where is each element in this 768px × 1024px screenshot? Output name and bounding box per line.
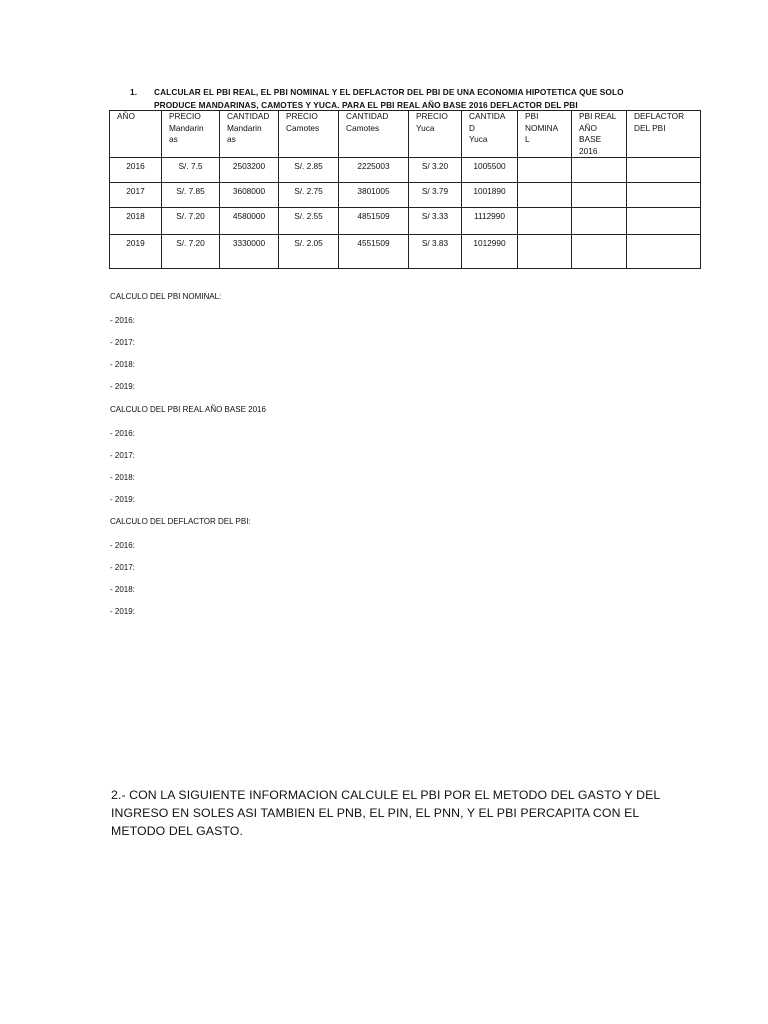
section-year-item: - 2018:: [110, 360, 135, 369]
section-title: CALCULO DEL PBI NOMINAL:: [110, 292, 222, 301]
header-cell-line: PBI REAL: [579, 111, 617, 121]
table-cell: 4551509: [339, 235, 409, 269]
table-cell: S/ 3.83: [409, 235, 462, 269]
section-year-item: - 2016:: [110, 429, 135, 438]
section-year-item: - 2016:: [110, 316, 135, 325]
header-cell-line: CANTIDA: [469, 111, 506, 121]
table-cell: 3608000: [220, 183, 279, 208]
header-cell-line: Yuca: [469, 134, 488, 144]
table-cell: [627, 208, 701, 235]
header-cell-line: CANTIDAD: [227, 111, 270, 121]
table-cell: S/. 2.55: [279, 208, 339, 235]
table-header-cell: [220, 111, 279, 158]
table-cell: S/ 3.33: [409, 208, 462, 235]
section-year-item: - 2018:: [110, 585, 135, 594]
header-cell-line: Mandarin: [169, 122, 204, 133]
table-cell: [572, 235, 627, 269]
table-header-cell: [572, 111, 627, 158]
table-cell: S/. 2.05: [279, 235, 339, 269]
table-header-cell: [462, 111, 518, 158]
table-cell: [518, 208, 572, 235]
table-cell: S/ 3.20: [409, 158, 462, 183]
table-cell: S/. 2.75: [279, 183, 339, 208]
header-cell-line: Camotes: [346, 122, 380, 133]
table-cell: [627, 235, 701, 269]
question-2-line-2: INGRESO EN SOLES ASI TAMBIEN EL PNB, EL PIN, EL PNN, Y EL PBI PERCAPITA CON EL: [111, 806, 640, 820]
table-cell: 1112990: [462, 208, 518, 235]
table-header-cell: [518, 111, 572, 158]
header-cell-line: PRECIO: [286, 111, 318, 121]
header-cell-line: L: [525, 134, 530, 144]
table-cell: 2019: [110, 235, 162, 269]
header-cell-line: AÑO: [117, 111, 135, 121]
table-cell: 1001890: [462, 183, 518, 208]
header-cell-line: 2016: [579, 145, 598, 156]
table-row: [110, 158, 701, 183]
table-cell: 2016: [110, 158, 162, 183]
section-year-item: - 2016:: [110, 541, 135, 550]
question-1-line-1: CALCULAR EL PBI REAL, EL PBI NOMINAL Y EL DEFLACTOR DEL PBI DE UNA ECONOMIA HIPOTETICA QUE SOLO: [154, 87, 624, 97]
header-cell-line: Mandarin: [227, 122, 262, 133]
table-cell: 2225003: [339, 158, 409, 183]
table-header-row: [110, 111, 701, 158]
table-cell: 4580000: [220, 208, 279, 235]
header-cell-line: CANTIDAD: [346, 111, 389, 121]
table-cell: [518, 158, 572, 183]
header-cell-line: AÑO: [579, 122, 597, 133]
header-cell-line: DEL PBI: [634, 122, 666, 133]
table-header-cell: [110, 111, 162, 158]
section-year-item: - 2019:: [110, 495, 135, 504]
table-cell: S/. 2.85: [279, 158, 339, 183]
table-cell: 2503200: [220, 158, 279, 183]
question-1-line-2: PRODUCE MANDARINAS, CAMOTES Y YUCA. PARA EL PBI REAL AÑO BASE 2016 DEFLACTOR DEL PBI: [154, 100, 578, 110]
table-header-cell: [339, 111, 409, 158]
section-year-item: - 2018:: [110, 473, 135, 482]
section-year-item: - 2019:: [110, 607, 135, 616]
table-cell: [518, 235, 572, 269]
header-cell-line: PBI: [525, 111, 539, 121]
table-cell: 1012990: [462, 235, 518, 269]
table-cell: S/. 7.5: [162, 158, 220, 183]
header-cell-line: D: [469, 122, 475, 133]
table-cell: 3801005: [339, 183, 409, 208]
table-cell: S/. 7.20: [162, 208, 220, 235]
header-cell-line: Yuca: [416, 122, 435, 133]
header-cell-line: NOMINA: [525, 122, 559, 133]
table-header-cell: [279, 111, 339, 158]
pbi-data-table: [109, 110, 701, 269]
table-cell: 2017: [110, 183, 162, 208]
table-cell: S/. 7.20: [162, 235, 220, 269]
header-cell-line: DEFLACTOR: [634, 111, 685, 121]
header-cell-line: Camotes: [286, 122, 320, 133]
section-title: CALCULO DEL DEFLACTOR DEL PBI:: [110, 517, 251, 526]
table-cell: [518, 183, 572, 208]
header-cell-line: PRECIO: [416, 111, 448, 121]
table-row: [110, 208, 701, 235]
header-cell-line: as: [227, 134, 236, 144]
table-cell: S/. 7.85: [162, 183, 220, 208]
section-title: CALCULO DEL PBI REAL AÑO BASE 2016: [110, 405, 266, 414]
section-year-item: - 2017:: [110, 338, 135, 347]
question-2-line-3: METODO DEL GASTO.: [111, 824, 243, 838]
table-cell: 4851509: [339, 208, 409, 235]
question-2-line-1: 2.- CON LA SIGUIENTE INFORMACION CALCULE EL PBI POR EL METODO DEL GASTO Y DEL: [111, 788, 661, 802]
table-cell: 1005500: [462, 158, 518, 183]
header-cell-line: BASE: [579, 134, 602, 144]
question-2-text: [111, 786, 671, 840]
table-header-cell: [409, 111, 462, 158]
table-cell: S/ 3.79: [409, 183, 462, 208]
table-cell: [627, 158, 701, 183]
section-year-item: - 2017:: [110, 563, 135, 572]
table-row: [110, 235, 701, 269]
table-cell: [572, 158, 627, 183]
table-cell: 3330000: [220, 235, 279, 269]
header-cell-line: PRECIO: [169, 111, 201, 121]
table-header-cell: [627, 111, 701, 158]
table-header-cell: [162, 111, 220, 158]
table-cell: [627, 183, 701, 208]
section-year-item: - 2017:: [110, 451, 135, 460]
table-cell: [572, 208, 627, 235]
section-year-item: - 2019:: [110, 382, 135, 391]
table-row: [110, 183, 701, 208]
table-cell: [572, 183, 627, 208]
question-1-heading: [132, 86, 652, 112]
table-cell: 2018: [110, 208, 162, 235]
header-cell-line: as: [169, 134, 178, 144]
question-1-number: 1.: [130, 87, 138, 97]
